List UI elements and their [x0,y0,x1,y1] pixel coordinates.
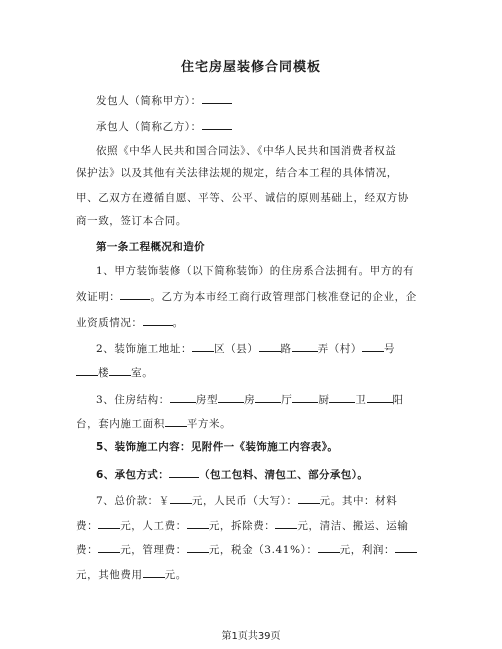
clause-3-text-i: 平方米。 [186,418,232,430]
party-a-label: 发包人（简称甲方）： [96,95,202,107]
type-blank [170,391,196,403]
preamble-line-4: 商一致，签订本合同。 [76,215,187,227]
clause-2-text-g: 室。 [131,367,154,379]
clause-7-text-b: 元，人民币（大写）： [191,495,298,507]
clause-5: 5、装饰施工内容：见附件一《装饰施工内容表》。 [96,441,339,453]
building-blank [76,364,98,376]
party-a-line [96,92,232,108]
clause-3-line-1 [96,391,404,407]
party-b-blank [202,118,232,130]
area-blank [165,415,187,427]
clause-3-text-c: 房 [244,394,256,406]
clause-7-text-c: 元。其中：材料 [319,495,398,507]
clause-2-text-f: 楼 [98,367,110,379]
number-blank [362,340,384,352]
labor-fee-blank [187,517,209,529]
qualification-blank [143,314,173,326]
clause-1-text-b: 。乙方为本市经工商行政管理部门核准登记的企业，企 [150,291,417,303]
road-blank [259,340,281,352]
clause-7-text-g: 元，清洁、搬运、运输 [297,520,409,532]
clause-6 [96,466,368,482]
clause-2-text-e: 号 [384,343,396,355]
preamble-line-2: 保护法》以及其他有关法律法规的规定，结合本工程的具体情况， [76,167,398,179]
lane-blank [292,340,318,352]
profit-blank [395,541,417,553]
clause-3-line-2 [76,415,231,431]
clause-1-text-c: 业资质情况： [76,317,143,329]
rooms-blank [218,391,244,403]
halls-blank [255,391,281,403]
party-a-blank [202,92,232,104]
clause-7-text-j: 元，税金（3.41%）： [208,544,318,556]
page-number: 第1页共39页 [221,631,281,642]
clause-7-text-m: 元。 [164,569,187,581]
preamble-line-3: 甲、乙双方在遵循自愿、平等、公平、诚信的原则基础上，经双方协 [76,192,409,204]
baths-blank [329,391,355,403]
clause-7-text-a: 7、总价款：￥ [96,495,170,507]
total-words-blank [298,492,320,504]
clause-7-line-3 [76,541,417,557]
management-fee-blank [187,541,209,553]
clause-1-line-3 [76,314,184,330]
clause-2-line-2 [76,364,153,380]
clause-7-text-h: 费： [76,544,99,556]
proof-blank [120,288,150,300]
clause-1-text-a: 效证明： [76,291,121,303]
clause-6-text-b: （包工包料、清包工、部分承包）。 [199,469,369,481]
clause-3-text-b: 房型 [195,394,219,406]
clause-7-text-e: 元，人工费： [120,520,187,532]
clause-7-line-2 [76,517,408,533]
total-blank [170,492,192,504]
clause-3-text-g: 阳 [392,394,404,406]
demolition-fee-blank [275,517,297,529]
other-fee-blank [143,566,165,578]
contract-type-blank [169,466,199,478]
document-title: 住宅房屋装修合同模板 [180,60,321,75]
party-b-label: 承包人（简称乙方）： [96,121,202,133]
clause-2-text-a: 2、装饰施工地址： [96,343,193,355]
clause-7-line-1 [96,492,397,508]
balcony-blank [367,391,393,403]
party-b-line [96,118,232,134]
section-heading-1: 第一条工程概况和造价 [96,241,205,253]
clause-7-text-k: 元，利润： [339,544,396,556]
clause-3-text-h: 台，套内施工面积 [76,418,165,430]
clause-7-text-f: 元，拆除费： [208,520,276,532]
material-fee-blank [98,517,120,529]
district-blank [192,340,214,352]
tax-blank [318,541,340,553]
clause-7-line-4 [76,566,187,582]
clause-1-line-2 [76,288,417,304]
clause-7-text-d: 费： [76,520,99,532]
clause-2-line-1 [96,340,395,356]
clause-3-text-f: 卫 [355,394,367,406]
clause-6-text-a: 6、承包方式： [96,469,170,481]
clause-3-text-e: 厨 [318,394,330,406]
clause-2-text-b: 区（县） [214,343,259,355]
clause-1-line-1: 1、甲方装饰装修（以下简称装饰）的住房系合法拥有。甲方的有 [96,265,415,277]
clause-1-text-d: 。 [172,317,184,329]
kitchens-blank [292,391,318,403]
clause-7-text-l: 元，其他费用 [76,569,143,581]
room-blank [109,364,131,376]
clause-3-text-a: 3、住房结构： [96,394,170,406]
clause-2-text-d: 弄（村） [317,343,363,355]
clause-3-text-d: 厅 [281,394,293,406]
preamble-line-1: 依照《中华人民共和国合同法》、《中华人民共和国消费者权益 [96,145,397,157]
clause-2-text-c: 路 [280,343,292,355]
transport-fee-blank [98,541,120,553]
clause-7-text-i: 元，管理费： [120,544,187,556]
